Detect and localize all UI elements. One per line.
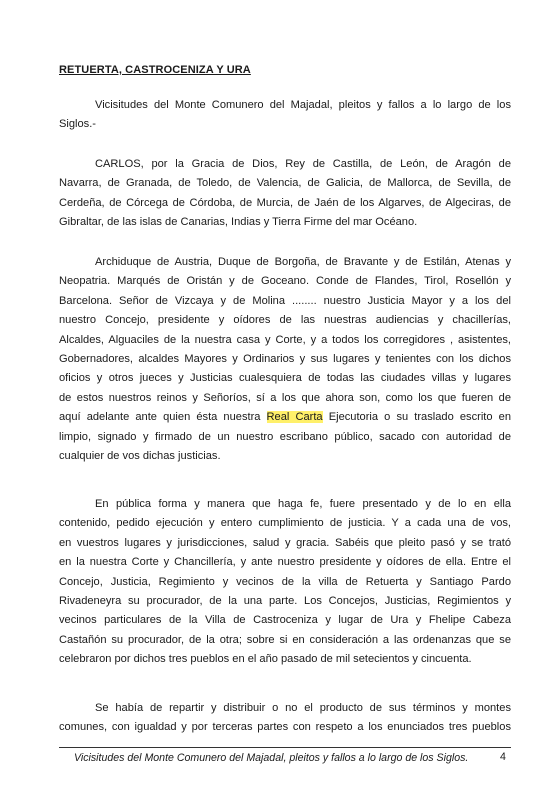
text-line: Barcelona. Señor de Vizcaya y de Molina ........ nuestro Justicia Mayor y a los del bbox=[59, 294, 511, 307]
text-line: Se había de repartir y distribuir o no el producto de sus términos y montes bbox=[95, 702, 511, 714]
text-line: Archiduque de Austria, Duque de Borgoña, de Bravante y de Estilán, Atenas y bbox=[95, 256, 511, 268]
text-line: Concejo, Justicia, Regimiento y vecinos de la villa de Retuerta y Santiago Pardo bbox=[59, 575, 511, 588]
paragraph-archiduque bbox=[59, 253, 511, 466]
footer-title: Vicisitudes del Monte Comunero del Majadal, pleitos y fallos a lo largo de los Siglos. bbox=[74, 752, 469, 764]
text-segment: aquí adelante ante quien ésta nuestra bbox=[59, 411, 267, 424]
text-line: Gibraltar, de las islas de Canarias, Indias y Tierra Firme del mar Océano. bbox=[59, 216, 418, 229]
text-segment: Ejecutoria o su traslado escrito en bbox=[322, 411, 511, 424]
footer-divider bbox=[59, 747, 511, 748]
text-line: CARLOS, por la Gracia de Dios, Rey de Castilla, de León, de Aragón de bbox=[95, 158, 511, 170]
text-line: Navarra, de Granada, de Toledo, de Valencia, de Galicia, de Mallorca, de Sevilla, de bbox=[59, 177, 511, 190]
paragraph-publica-forma bbox=[59, 495, 511, 670]
text-line: Gobernadores, alcaldes Mayores y Ordinarios y sus lugares y tenientes con los dichos bbox=[59, 353, 511, 366]
text-line: Neopatria. Marqués de Oristán y de Goceano. Conde de Flandes, Tirol, Rosellón y bbox=[59, 275, 511, 288]
text-line: en vuestros lugares y jurisdicciones, salud y gracia. Sabéis que pleito pasó y se trató bbox=[59, 536, 511, 549]
text-line: cualquier de vos dichas justicias. bbox=[59, 450, 221, 463]
page-number: 4 bbox=[500, 751, 506, 763]
text-line: en la nuestra Corte y Chancillería, y ante nuestro presidente y oídores de ella. Entre el bbox=[59, 556, 511, 569]
text-line: de estos nuestros reinos y Señoríos, sí a los que ahora son, como los que fueren de bbox=[59, 391, 511, 404]
text-line: oficios y otros jueces y Justicias cualesquiera de todas las ciudades villas y lugares bbox=[59, 372, 511, 385]
text-line: Vicisitudes del Monte Comunero del Majadal, pleitos y fallos a lo largo de los bbox=[95, 99, 511, 111]
text-line: Alcaldes, Alguaciles de la nuestra casa y Corte, y a todos los corregidores , asistentes, bbox=[59, 333, 511, 346]
paragraph-carlos bbox=[59, 155, 511, 233]
paragraph-repartir bbox=[59, 699, 511, 738]
highlighted-text: Real Carta bbox=[266, 411, 323, 424]
text-line-highlighted bbox=[59, 408, 511, 427]
text-line: comunes, con igualdad y por terceras partes con respeto a los enunciados tres pueblos bbox=[59, 721, 511, 734]
document-heading: RETUERTA, CASTROCENIZA Y URA bbox=[59, 64, 251, 76]
text-line: contenido, pedido ejecución y entero cumplimiento de justicia. Y a cada una de vos, bbox=[59, 517, 511, 530]
text-line: Castañón su procurador, de la otra; sobre si en consideración a las ordenanzas que se bbox=[59, 633, 511, 646]
paragraph-intro bbox=[59, 96, 511, 135]
text-line: Rivadeneyra su procurador, de la una parte. Los Concejos, Justicias, Regimientos y bbox=[59, 595, 511, 608]
text-line: Cerdeña, de Córcega de Córdoba, de Murcia, de Jaén de los Algarves, de Algeciras, de bbox=[59, 196, 511, 209]
text-line: vecinos particulares de la Villa de Castroceniza y lugar de Ura y Fhelipe Cabeza bbox=[59, 614, 511, 627]
text-line: limpio, signado y firmado de un nuestro escribano público, sacado con autoridad de bbox=[59, 430, 511, 443]
text-line: Siglos.- bbox=[59, 118, 96, 131]
text-line: celebraron por dichos tres pueblos en el año pasado de mil setecientos y cincuenta. bbox=[59, 653, 472, 666]
text-line: En pública forma y manera que haga fe, fuere presentado y de lo en ella bbox=[95, 498, 511, 510]
text-line: nuestro Concejo, presidente y oídores de las nuestras audiencias y chacillerías, bbox=[59, 314, 511, 327]
